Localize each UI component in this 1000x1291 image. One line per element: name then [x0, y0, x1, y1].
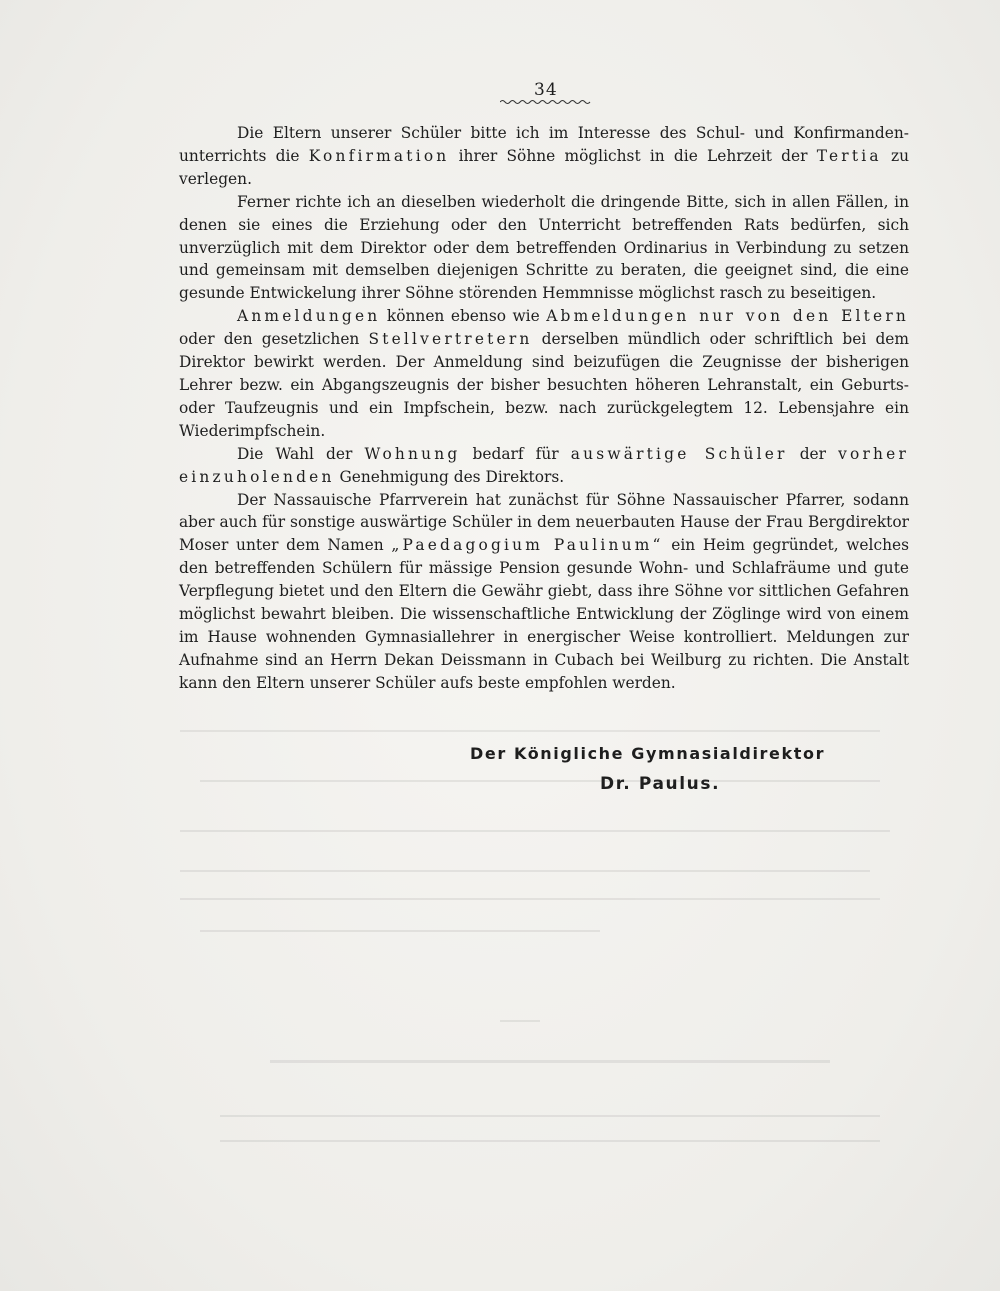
paragraph-registration: Anmeldungen können ebenso wie Abmeldungen nur von den Eltern oder den gesetzlichen Stellvertretern derselben mündlich oder schriftlich bei dem Direktor bewirkt werden. Der Anmeldung sind beizufügen die Zeugnisse der bisherigen Lehrer bezw. ein Abgangszeugnis der bisher besuchten höheren Lehranstalt, ein Geburts- oder Taufzeugnis und ein Impfschein, bezw. nach zurückgelegtem 12. Lebensjahre ein Wiederimpfschein. [179, 307, 909, 440]
emphasis-anmeldungen: Anmeldungen [237, 307, 381, 326]
emphasis-konfirmation: Konfirmation [308, 146, 450, 165]
paragraph-request: Ferner richte ich an dieselben wiederholt die dringende Bitte, sich in allen Fällen, in denen sie eines die Erziehung oder den Unterricht betreffenden Rats bedürfen, sich unverzüglich mit dem Direktor oder dem betreffenden Ordinarius in Verbindung zu setzen und gemeinsam mit demselben diejenigen Schritte zu beraten, die geeignet sind, die eine gesunde Entwickelung ihrer Söhne störenden Hemmnisse möglichst rasch zu beseitigen. [179, 192, 909, 303]
signature-title: Der Königliche Gymnasialdirektor [470, 744, 826, 763]
emphasis-stellvertretern: Stellvertretern [368, 330, 533, 349]
signature-name: Dr. Paulus. [600, 774, 721, 794]
emphasis-auswaertige: auswärtige Schüler [570, 444, 788, 463]
paragraph-confirmation: Die Eltern unserer Schüler bitte ich im Interesse des Schul- und Konfirmandenunterrichts die Konfirmation ihrer Söhne möglichst in die Lehrzeit der Tertia zu verlegen. [179, 124, 909, 188]
emphasis-paedagogium: „Paedagogium Paulinum“ [391, 536, 664, 555]
paragraph-housing: Die Wahl der Wohnung bedarf für auswärtige Schüler der vorher einzuholenden Genehmigung des Direktors. [179, 444, 910, 486]
emphasis-vorher: vorher einzuholenden [179, 444, 910, 486]
page-number: 34 [534, 80, 558, 100]
body-text [179, 122, 909, 695]
emphasis-tertia: Tertia [816, 146, 882, 165]
show-through-texture [180, 720, 920, 1240]
ornament-rule [500, 98, 592, 106]
emphasis-abmeldungen: Abmeldungen nur von den Eltern [546, 307, 909, 326]
paragraph-paedagogium: Der Nassauische Pfarrverein hat zunächst für Söhne Nassauischer Pfarrer, sodann aber auch für sonstige auswärtige Schüler in dem neuerbauten Hause der Frau Bergdirektor Moser unter dem Namen „Paedagogium Paulinum“ ein Heim gegründet, welches den betreffenden Schülern für mässige Pension gesunde Wohn- und Schlafräume und gute Verpflegung bietet und den Eltern die Gewähr giebt, dass ihre Söhne vor sittlichen Gefahren möglichst bewahrt bleiben. Die wissenschaftliche Entwicklung der Zöglinge wird von einem im Hause wohnenden Gymnasiallehrer in energischer Weise kontrolliert. Meldungen zur Aufnahme sind an Herrn Dekan Deissmann in Cubach bei Weilburg zu richten. Die Anstalt kann den Eltern unserer Schüler aufs beste empfohlen werden. [179, 490, 909, 692]
emphasis-wohnung: Wohnung [364, 444, 461, 463]
